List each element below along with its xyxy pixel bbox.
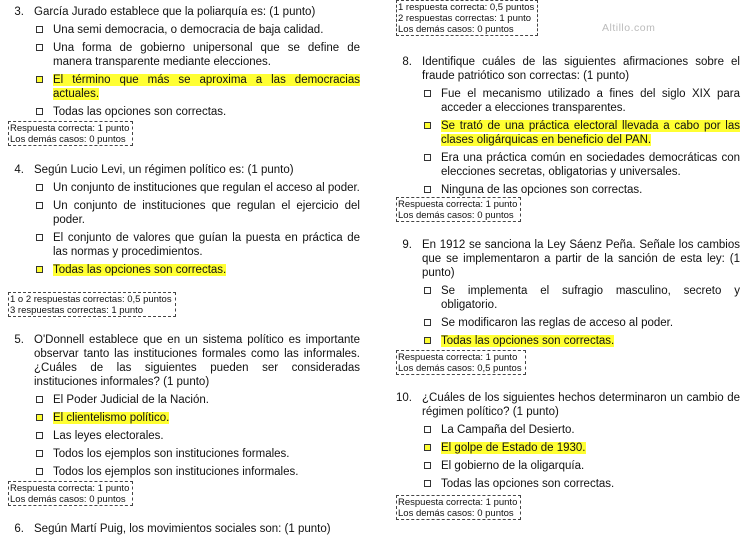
option-correct[interactable]	[36, 73, 360, 101]
score-line: Respuesta correcta: 1 punto	[10, 123, 130, 134]
option-text: El golpe de Estado de 1930.	[441, 442, 586, 454]
score-box	[396, 0, 538, 36]
option-correct[interactable]	[424, 441, 740, 455]
score-box	[8, 292, 176, 317]
question-9	[388, 238, 740, 348]
score-box	[396, 495, 521, 520]
checkbox-icon[interactable]	[424, 444, 431, 451]
option[interactable]	[424, 477, 740, 491]
option-text: Era una práctica común en sociedades democráticas con elecciones secretas, obligatorias y universales.	[441, 152, 740, 178]
question-6	[0, 522, 360, 536]
option-text: Todas las opciones son correctas.	[53, 106, 227, 118]
option[interactable]	[36, 465, 360, 479]
score-box	[396, 197, 521, 222]
checkbox-icon[interactable]	[36, 44, 43, 51]
score-line: Respuesta correcta: 1 punto	[398, 352, 518, 363]
question-text: En 1912 se sanciona la Ley Sáenz Peña. Señale los cambios que se implementaron a partir de la sanción de esta ley: (1 punto)	[422, 239, 740, 279]
checkbox-icon[interactable]	[424, 186, 431, 193]
checkbox-icon[interactable]	[36, 432, 43, 439]
checkbox-icon[interactable]	[36, 396, 43, 403]
option-text: El Poder Judicial de la Nación.	[53, 394, 209, 406]
score-line: Los demás casos: 0 puntos	[398, 508, 514, 519]
option-text: Las leyes electorales.	[53, 430, 164, 442]
option-text: El clientelismo político.	[53, 412, 170, 424]
option-text: Una forma de gobierno unipersonal que se define de manera transparente mediante elecciones.	[53, 42, 360, 68]
score-line: Los demás casos: 0 puntos	[398, 210, 514, 221]
option[interactable]	[424, 183, 740, 197]
checkbox-icon[interactable]	[36, 26, 43, 33]
checkbox-icon[interactable]	[36, 76, 43, 83]
score-line: 2 respuestas correctas: 1 punto	[398, 13, 532, 24]
score-line: 3 respuestas correctas: 1 punto	[10, 305, 144, 316]
option-text: El conjunto de valores que guían la puesta en práctica de las normas y procedimientos.	[53, 232, 360, 258]
option-correct[interactable]	[36, 411, 360, 425]
option-text: Se modificaron las reglas de acceso al poder.	[441, 317, 674, 329]
checkbox-icon[interactable]	[36, 202, 43, 209]
option-correct[interactable]	[424, 334, 740, 348]
checkbox-icon[interactable]	[36, 414, 43, 421]
checkbox-icon[interactable]	[424, 122, 431, 129]
question-8	[388, 55, 740, 197]
question-number: 3.	[14, 6, 24, 18]
score-box	[8, 481, 133, 506]
option-text: Todos los ejemplos son instituciones informales.	[53, 466, 299, 478]
question-text: Identifique cuáles de las siguientes afirmaciones sobre el fraude patriótico son correctas: (1 punto)	[422, 56, 740, 82]
question-10	[388, 391, 740, 491]
option-text: El término que más se aproxima a las democracias actuales.	[53, 74, 360, 100]
question-text: O'Donnell establece que en un sistema político es importante observar tanto las instituciones formales como las informales. ¿Cuáles de las siguientes pueden ser consideradas instituciones informales? (1 punto)	[34, 334, 360, 388]
question-text: ¿Cuáles de los siguientes hechos determinaron un cambio de régimen político? (1 punto)	[422, 392, 740, 418]
score-line: 1 o 2 respuestas correctas: 0,5 puntos	[10, 294, 172, 305]
option[interactable]	[424, 284, 740, 312]
option[interactable]	[36, 393, 360, 407]
question-number: 4.	[14, 164, 24, 176]
option-text: El gobierno de la oligarquía.	[441, 460, 585, 472]
score-line: Los demás casos: 0 puntos	[10, 134, 126, 145]
checkbox-icon[interactable]	[36, 184, 43, 191]
option-text: Fue el mecanismo utilizado a fines del siglo XIX para acceder a elecciones transparentes.	[441, 88, 740, 114]
option-text: Un conjunto de instituciones que regulan el acceso al poder.	[53, 182, 360, 194]
option[interactable]	[36, 231, 360, 259]
question-number: 5.	[14, 334, 24, 346]
checkbox-icon[interactable]	[36, 468, 43, 475]
option-correct[interactable]	[36, 263, 360, 277]
option-correct[interactable]	[424, 119, 740, 147]
score-line: 1 respuesta correcta: 0,5 puntos	[398, 2, 535, 13]
option-text: Todas las opciones son correctas.	[53, 264, 227, 276]
question-number: 9.	[402, 239, 412, 251]
option[interactable]	[36, 429, 360, 443]
checkbox-icon[interactable]	[424, 426, 431, 433]
question-text: Según Lucio Levi, un régimen político es: (1 punto)	[34, 164, 294, 176]
option-text: Ninguna de las opciones son correctas.	[441, 184, 643, 196]
score-line: Respuesta correcta: 1 punto	[398, 497, 518, 508]
score-line: Respuesta correcta: 1 punto	[10, 483, 130, 494]
score-line: Los demás casos: 0 puntos	[398, 24, 514, 35]
option[interactable]	[424, 316, 740, 330]
option-text: Se trató de una práctica electoral llevada a cabo por las clases oligárquicas en beneficio del PAN.	[441, 120, 740, 146]
question-4	[0, 163, 360, 277]
checkbox-icon[interactable]	[424, 480, 431, 487]
checkbox-icon[interactable]	[424, 462, 431, 469]
checkbox-icon[interactable]	[36, 108, 43, 115]
option-text: Una semi democracia, o democracia de baja calidad.	[53, 24, 324, 36]
question-number: 10.	[396, 392, 412, 404]
checkbox-icon[interactable]	[424, 337, 431, 344]
watermark: Altillo.com	[602, 22, 656, 34]
option-text: Un conjunto de instituciones que regulan el ejercicio del poder.	[53, 200, 360, 226]
question-text: Según Martí Puig, los movimientos sociales son: (1 punto)	[34, 523, 331, 535]
score-line: Los demás casos: 0,5 puntos	[398, 363, 522, 374]
checkbox-icon[interactable]	[36, 234, 43, 241]
option-text: Se implementa el sufragio masculino, secreto y obligatorio.	[441, 285, 740, 311]
score-line: Respuesta correcta: 1 punto	[398, 199, 518, 210]
option[interactable]	[36, 23, 360, 37]
option-text: La Campaña del Desierto.	[441, 424, 575, 436]
option[interactable]	[424, 87, 740, 115]
question-3	[0, 5, 360, 119]
option[interactable]	[36, 447, 360, 461]
checkbox-icon[interactable]	[424, 90, 431, 97]
option[interactable]	[36, 181, 360, 195]
score-line: Los demás casos: 0 puntos	[10, 494, 126, 505]
checkbox-icon[interactable]	[424, 287, 431, 294]
checkbox-icon[interactable]	[36, 450, 43, 457]
option-text: Todas las opciones son correctas.	[441, 478, 615, 490]
option[interactable]	[36, 41, 360, 69]
score-box	[8, 121, 133, 146]
option-text: Todas las opciones son correctas.	[441, 335, 615, 347]
option-text: Todos los ejemplos son instituciones formales.	[53, 448, 290, 460]
checkbox-icon[interactable]	[36, 266, 43, 273]
checkbox-icon[interactable]	[424, 154, 431, 161]
option[interactable]	[424, 423, 740, 437]
option[interactable]	[36, 199, 360, 227]
question-number: 6.	[14, 523, 24, 535]
question-text: García Jurado establece que la poliarquía es: (1 punto)	[34, 6, 316, 18]
question-5	[0, 333, 360, 479]
question-number: 8.	[402, 56, 412, 68]
checkbox-icon[interactable]	[424, 319, 431, 326]
option[interactable]	[36, 105, 360, 119]
score-box	[396, 350, 526, 375]
option[interactable]	[424, 459, 740, 473]
option[interactable]	[424, 151, 740, 179]
